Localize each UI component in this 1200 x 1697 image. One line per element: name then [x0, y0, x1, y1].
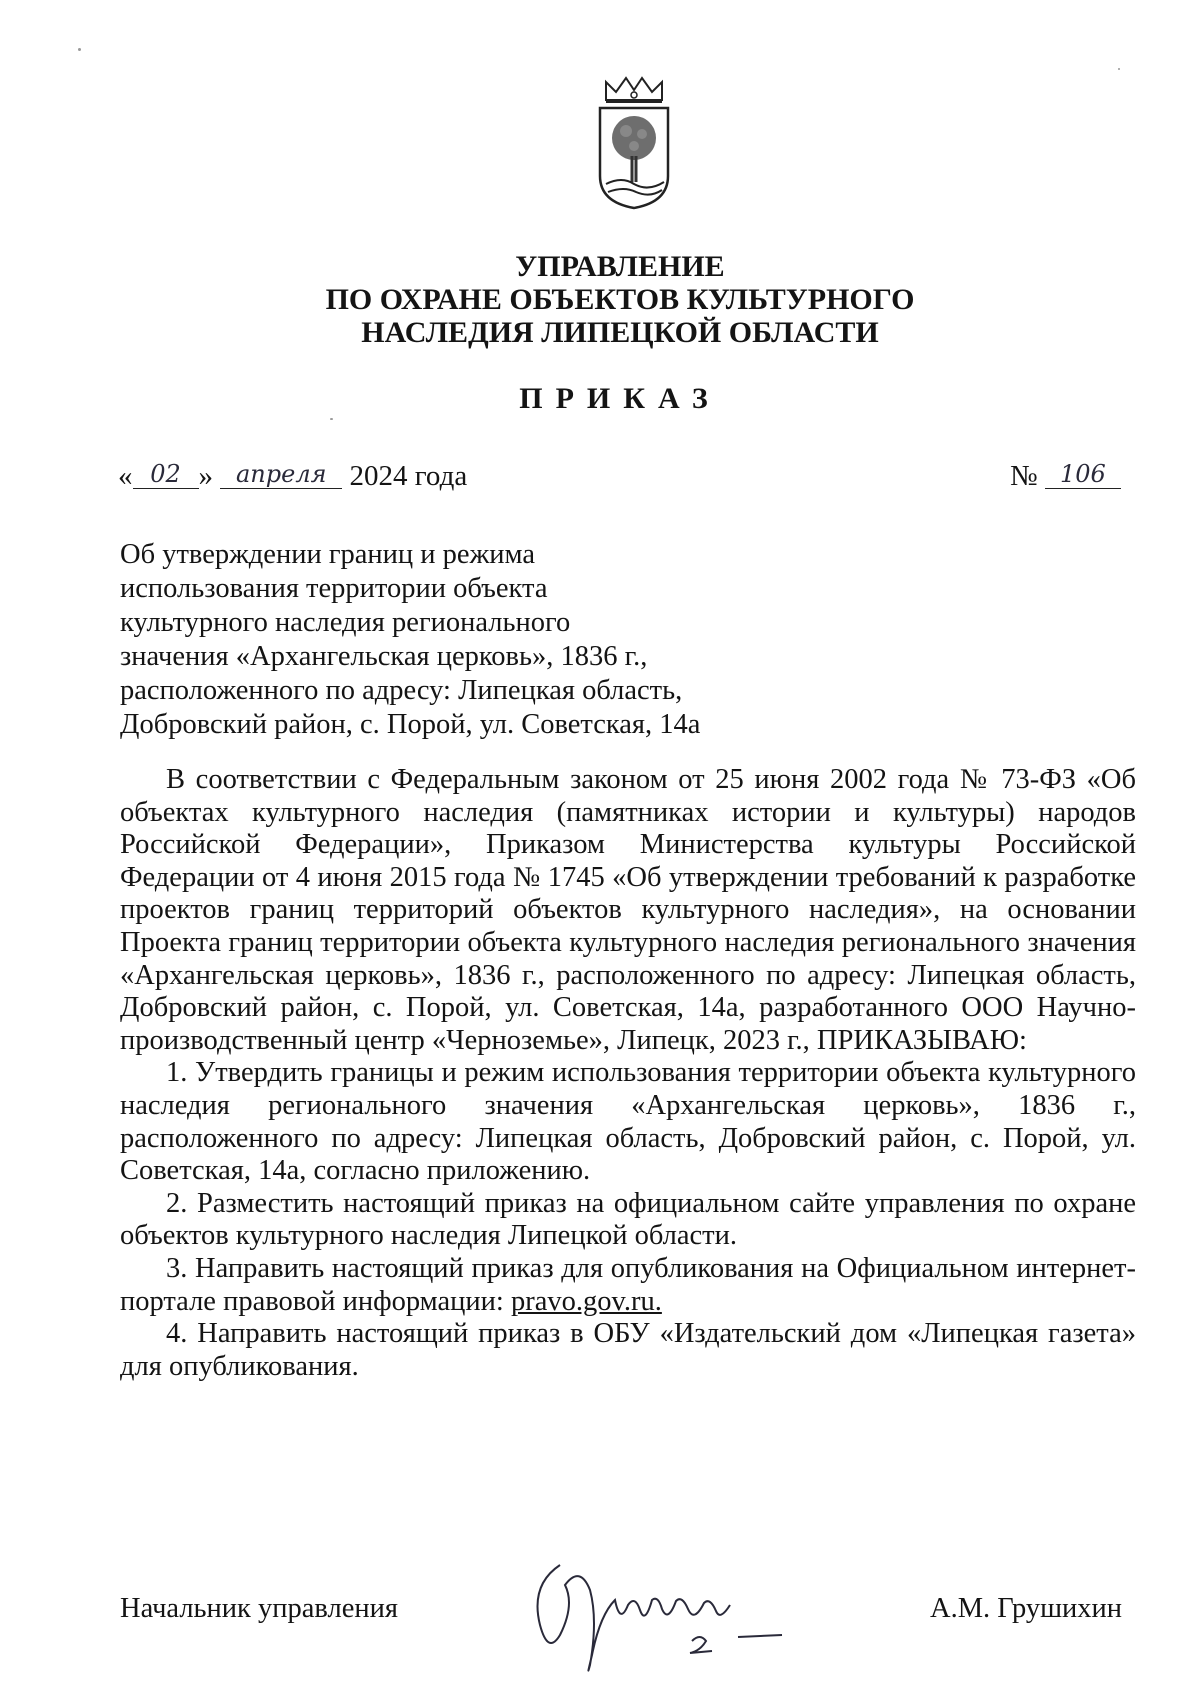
- preamble-paragraph: В соответствии с Федеральным законом от 25 июня 2002 года № 73-ФЗ «Об объектах культурного наследия (памятниках истории и культуры) народов Российской Федерации», Приказом Министерства культуры Российской Федерации от 4 июня 2015 года № 1745 «Об утверждении требований к разработке проектов границ территорий объектов культурного наследия», на основании Проекта границ территории объекта культурного наследия регионального значения «Архангельская церковь», 1836 г., расположенного по адресу: Липецкая область, Добровский район, с. Порой, ул. Советская, 14а, разработанного ООО Научно-производственный центр «Черноземье», Липецк, 2023 г., ПРИКАЗЫВАЮ:: [120, 764, 1136, 1056]
- org-title-line-1: УПРАВЛЕНИЕ: [515, 250, 725, 283]
- org-title-line-3: НАСЛЕДИЯ ЛИПЕЦКОЙ ОБЛАСТИ: [361, 316, 879, 349]
- date-month: апреля: [220, 460, 342, 489]
- number-value: 106: [1045, 460, 1121, 489]
- order-item-3: [120, 1253, 1136, 1318]
- order-date: [118, 460, 467, 493]
- order-item-3-text: 3. Направить настоящий приказ для опубликования на Официальном интернет-портале правовой информации:: [120, 1252, 1136, 1317]
- signatory-name: А.М. Грушихин: [930, 1593, 1123, 1624]
- date-open-quote: «: [118, 460, 133, 492]
- subject-line: расположенного по адресу: Липецкая область,: [120, 675, 683, 706]
- subject-line: использования территории объекта: [120, 573, 548, 604]
- subject-line: значения «Архангельская церковь», 1836 г.,: [120, 641, 648, 672]
- number-label: №: [1010, 460, 1038, 492]
- scan-speck: [330, 418, 333, 420]
- order-number: [1010, 460, 1121, 493]
- signatory-position: Начальник управления: [120, 1593, 398, 1624]
- coat-of-arms-icon: [592, 76, 676, 211]
- scan-speck: [78, 48, 81, 51]
- order-subject: [120, 538, 700, 742]
- organization-title: [0, 250, 1200, 349]
- handwritten-signature-icon: [520, 1545, 820, 1685]
- document-type-heading: ПРИКАЗ: [519, 382, 721, 415]
- date-year: 2024 года: [349, 460, 468, 492]
- subject-line: Об утверждении границ и режима: [120, 539, 536, 570]
- org-title-line-2: ПО ОХРАНЕ ОБЪЕКТОВ КУЛЬТУРНОГО: [325, 283, 915, 316]
- date-day: 02: [133, 460, 199, 489]
- pravo-link[interactable]: pravo.gov.ru.: [510, 1285, 662, 1317]
- subject-line: Добровский район, с. Порой, ул. Советская, 14а: [120, 709, 701, 740]
- subject-line: культурного наследия регионального: [120, 607, 571, 638]
- order-body: [120, 764, 1136, 1383]
- date-close-quote: »: [198, 460, 213, 492]
- scan-speck: [1118, 68, 1120, 70]
- order-item-2: 2. Разместить настоящий приказ на официальном сайте управления по охране объектов культурного наследия Липецкой области.: [120, 1187, 1136, 1252]
- order-item-1: 1. Утвердить границы и режим использования территории объекта культурного наследия регионального значения «Архангельская церковь», 1836 г., расположенного по адресу: Липецкая область, Добровский район, с. Порой, ул. Советская, 14а, согласно приложению.: [120, 1057, 1136, 1187]
- order-item-4: 4. Направить настоящий приказ в ОБУ «Издательский дом «Липецкая газета» для опубликования.: [120, 1318, 1136, 1382]
